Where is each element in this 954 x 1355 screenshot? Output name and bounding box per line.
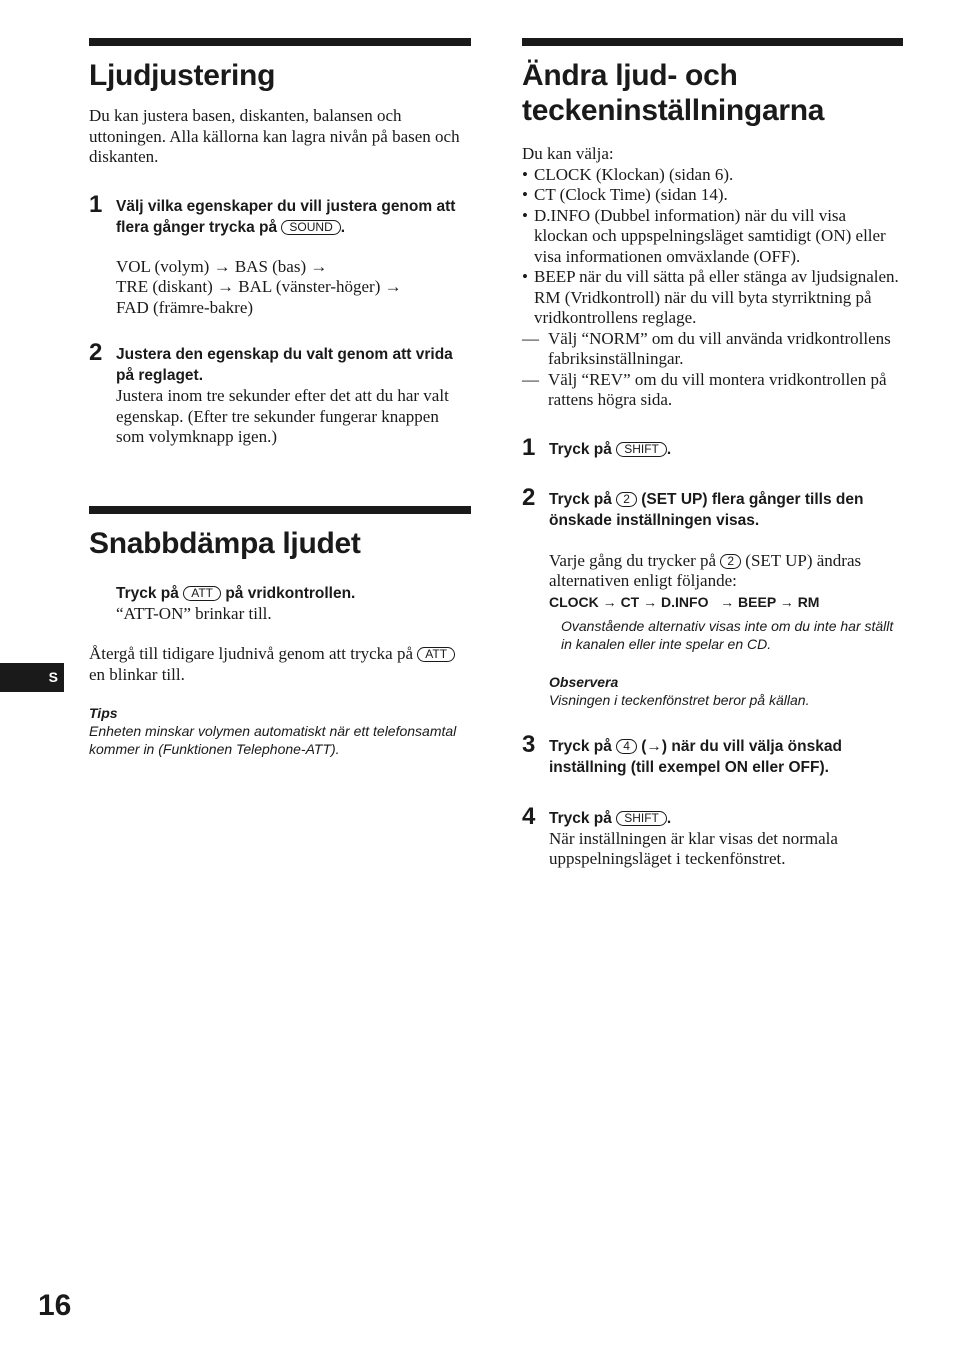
shift-key: SHIFT	[616, 811, 667, 826]
step-number: 4	[522, 802, 536, 830]
step-number: 3	[522, 730, 536, 758]
intro-text: Du kan välja:	[522, 144, 614, 163]
heading-ljudjustering: Ljudjustering	[89, 59, 276, 92]
tips-text: Enheten minskar volymen automatiskt när ett telefonsamtal kommer in (Funktionen Telephone-ATT).	[89, 723, 457, 757]
observera-label: Observera	[549, 673, 619, 690]
step-4: 4 Tryck på SHIFT . När inställningen är klar visas det normala uppspelningsläget i teckenfönstret.	[522, 808, 903, 870]
shift-key: SHIFT	[616, 442, 667, 457]
adjust-sequence: VOL (volym) → BAS (bas) → TRE (diskant) → BAL (vänster-höger) → FAD (främre-bakre)	[116, 256, 402, 317]
step-number: 1	[522, 433, 536, 461]
observera-text: Visningen i teckenfönstret beror på källan.	[549, 691, 810, 708]
step-body: Varje gång du trycker på 2 (SET UP) ändras alternativen enligt följande:	[549, 550, 862, 590]
section-rule	[89, 506, 471, 514]
section-rule	[89, 38, 471, 46]
arrow-icon: →	[602, 593, 617, 610]
note-text: Ovanstående alternativ visas inte om du inte har ställt in kanalen eller inte spelar en CD.	[561, 617, 894, 652]
step-instruction: Välj vilka egenskaper du vill justera genom att flera gånger trycka på SOUND .	[116, 197, 456, 236]
setup-sequence: CLOCK → CT → D.INFO → BEEP → RM	[549, 593, 820, 610]
step-1: 1 Tryck på SHIFT .	[522, 433, 672, 461]
heading-snabbdampa: Snabbdämpa ljudet	[89, 526, 361, 560]
left-column	[89, 38, 471, 758]
step-number: 2	[89, 339, 103, 366]
arrow-icon: →	[720, 593, 735, 610]
list-item: — Välj “NORM” om du vill använda vridkontrollens fabriksinställningar.	[522, 329, 903, 370]
att-key: ATT	[183, 586, 221, 601]
att-key: ATT	[417, 647, 455, 662]
language-tab: S	[0, 663, 64, 692]
section-rule	[522, 38, 903, 46]
arrow-icon: →	[217, 277, 235, 296]
page-number: 16	[38, 1289, 72, 1322]
list-item: • BEEP när du vill sätta på eller stänga av ljudsignalen. RM (Vridkontroll) när du vill byta styrriktning på vridkontrollens reglage. — Välj “NORM” om du vill använda vridkontrollens fabriksinställningar. — Välj “REV” om du vill montera vridkontrollen på rattens högra sida.	[522, 267, 903, 411]
arrow-icon: →	[384, 277, 402, 296]
step-3: 3 Tryck på 4 (→) när du vill välja önskad inställning (till exempel ON eller OFF).	[522, 730, 842, 776]
arrow-icon: →	[779, 593, 794, 610]
intro-paragraph: Du kan justera basen, diskanten, balansen och uttoningen. Alla källorna kan lagra nivån på basen och diskanten.	[89, 106, 460, 166]
step-2: 2 Tryck på 2 (SET UP) flera gånger tills den önskade inställningen visas. Varje gång du trycker på 2 (SET UP) ändras alternativen enligt följande: CLOCK → CT → D.INFO → BEEP → RM Ovanstående alternativ visas inte om du inte har ställt in kanalen eller inte spelar en CD. Observera Visningen i teckenfönstret beror på källan.	[522, 489, 903, 709]
step-body: Justera inom tre sekunder efter det att du har valt egenskap. (Efter tre sekunder fungerar knappen som volymknapp igen.)	[116, 386, 449, 446]
rm-options	[522, 329, 903, 411]
arrow-icon: →	[213, 256, 231, 276]
sound-key: SOUND	[281, 220, 340, 235]
step-instruction: Justera den egenskap du valt genom att vrida på reglaget.	[116, 346, 453, 384]
arrow-icon: →	[310, 256, 328, 276]
key-2: 2	[720, 554, 741, 569]
tips-label: Tips	[89, 705, 118, 721]
step-1	[89, 190, 471, 319]
right-column	[522, 38, 903, 870]
key-4: 4	[616, 739, 637, 754]
step-number: 1	[89, 190, 103, 218]
list-item: • D.INFO (Dubbel information) när du vill visa klockan och uppspelningsläget samtidigt (ON) eller visa informationen omväxlande (OFF).	[522, 206, 903, 268]
options-list	[522, 165, 903, 411]
list-item: • CLOCK (Klockan) (sidan 6).	[522, 165, 903, 186]
step-number: 2	[522, 483, 536, 511]
att-body: “ATT-ON” brinkar till.	[116, 603, 272, 623]
heading-andra: Ändra ljud- och teckeninställningarna	[522, 59, 825, 127]
step-2	[89, 339, 471, 448]
att-instruction: Tryck på ATT på vridkontrollen. “ATT-ON” brinkar till.	[89, 583, 471, 625]
key-2: 2	[616, 492, 637, 507]
step-body: När inställningen är klar visas det normala uppspelningsläget i teckenfönstret.	[549, 828, 838, 868]
list-item: — Välj “REV” om du vill montera vridkontrollen på rattens högra sida.	[522, 370, 903, 411]
arrow-icon: →	[643, 593, 658, 610]
list-item: • CT (Clock Time) (sidan 14).	[522, 185, 903, 206]
return-paragraph: Återgå till tidigare ljudnivå genom att trycka på ATT en blinkar till.	[89, 644, 471, 685]
